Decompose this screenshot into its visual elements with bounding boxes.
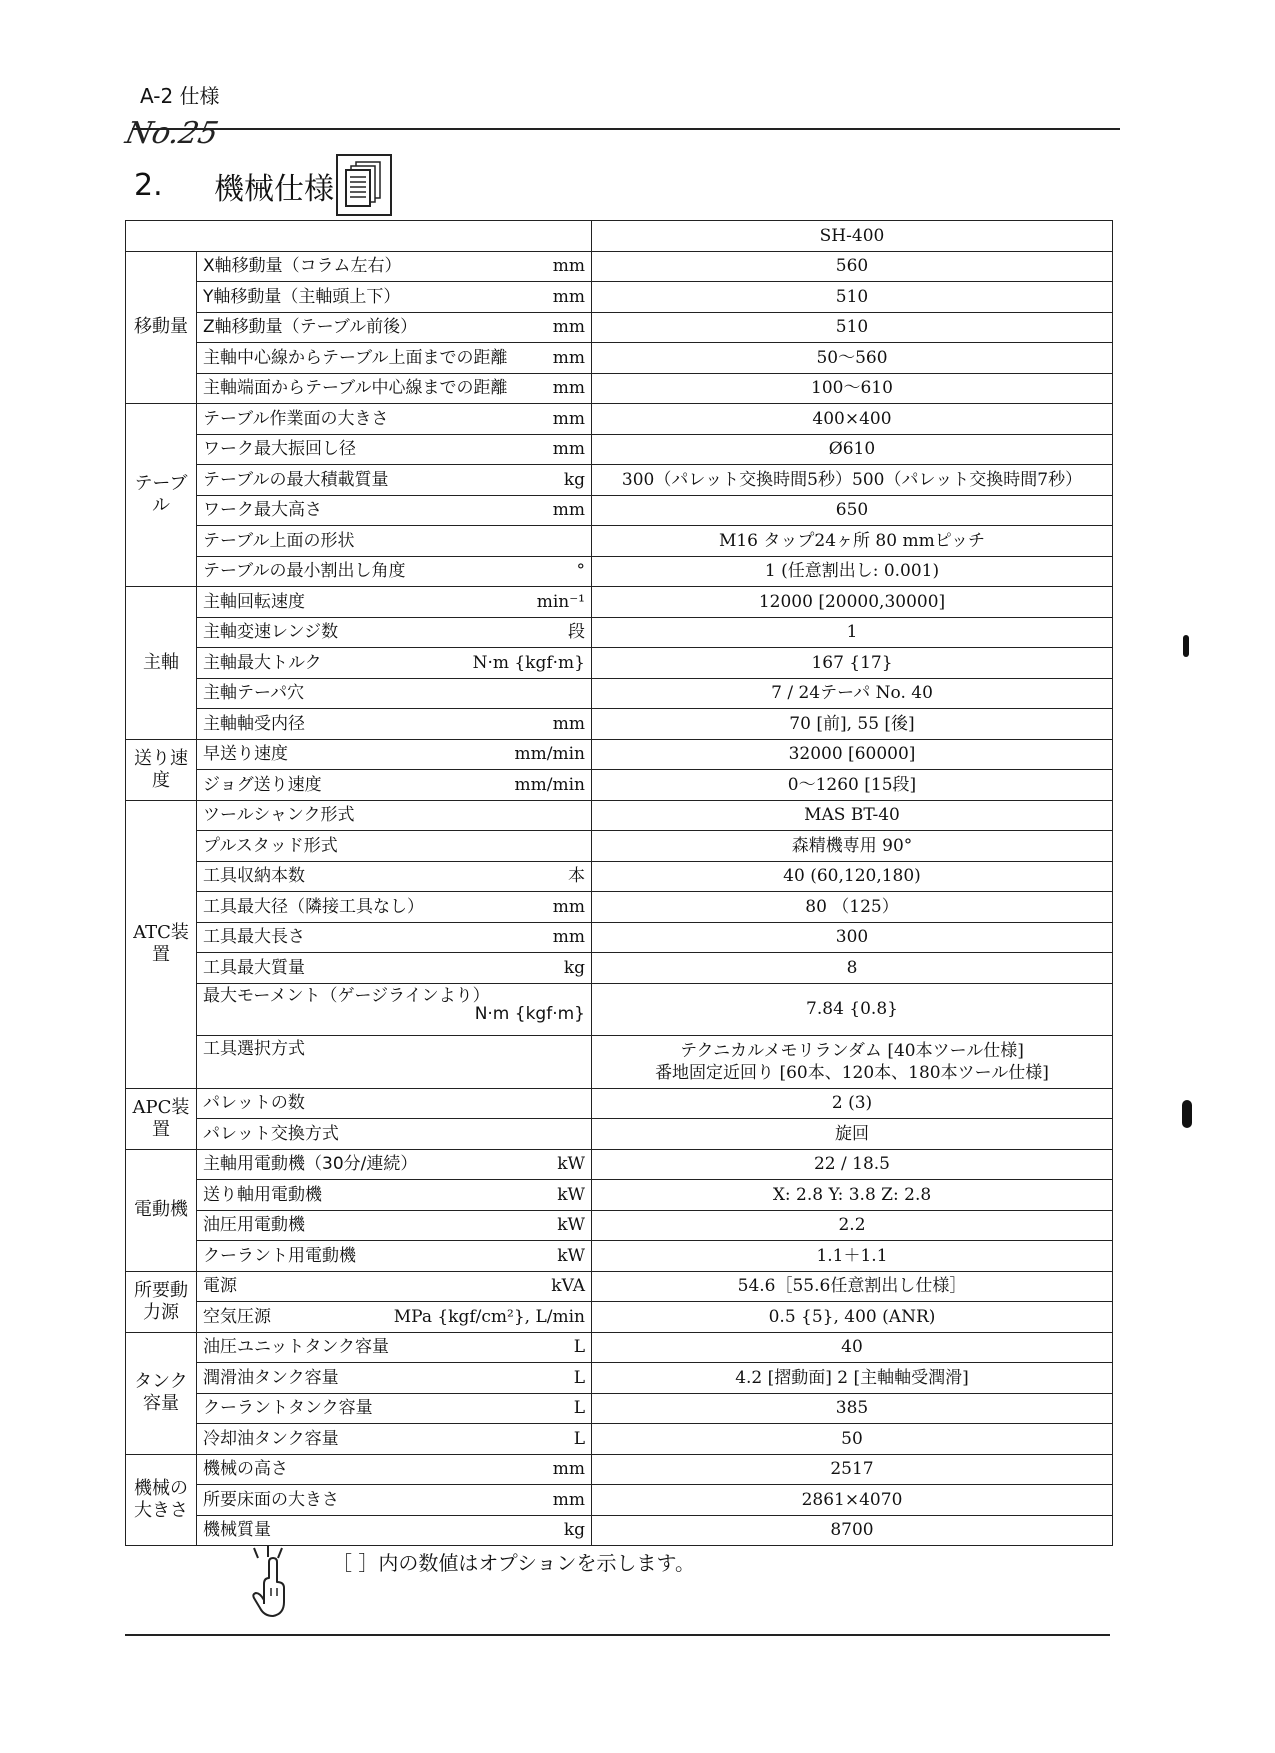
- value-cell: 8700: [592, 1515, 1113, 1546]
- item-cell: [197, 861, 592, 892]
- manual-pages-icon: [336, 154, 392, 216]
- value-cell: 650: [592, 495, 1113, 526]
- item-unit: 本: [568, 866, 585, 887]
- item-unit: kg: [563, 469, 585, 490]
- item-cell: [197, 465, 592, 496]
- model-name: SH-400: [592, 221, 1113, 252]
- item-name: 主軸用電動機（30分/連続）: [203, 1154, 418, 1175]
- item-name: 早送り速度: [203, 744, 288, 765]
- spec-row: [126, 495, 1113, 526]
- item-name: 電源: [203, 1276, 237, 1297]
- spec-row: [126, 1119, 1113, 1150]
- value-cell: 1.1＋1.1: [592, 1241, 1113, 1272]
- value-line: テクニカルメモリランダム [40本ツール仕様]: [680, 1040, 1024, 1061]
- item-cell: [197, 1180, 592, 1211]
- item-name: 機械の高さ: [203, 1459, 288, 1480]
- value-cell: 7.84 {0.8}: [592, 983, 1113, 1035]
- value-line: 番地固定近回り [60本、120本、180本ツール仕様]: [655, 1062, 1049, 1083]
- item-cell: [197, 343, 592, 374]
- item-cell: [197, 1119, 592, 1150]
- item-unit: N·m {kgf·m}: [472, 652, 585, 673]
- value-cell: 54.6［55.6任意割出し仕様］: [592, 1271, 1113, 1302]
- spec-row: [126, 922, 1113, 953]
- value-cell: 50～560: [592, 343, 1113, 374]
- section-number: 2.: [134, 168, 163, 203]
- item-cell: [197, 495, 592, 526]
- header-row: [126, 221, 1113, 252]
- item-unit: L: [573, 1337, 585, 1358]
- handwritten-note: No.25: [122, 116, 222, 151]
- item-name: クーラント用電動機: [203, 1245, 356, 1266]
- spec-row: [126, 892, 1113, 923]
- value-cell: 森精機専用 90°: [592, 831, 1113, 862]
- value-cell: 1 (任意割出し: 0.001): [592, 556, 1113, 587]
- spec-row: [126, 953, 1113, 984]
- item-cell: [197, 1210, 592, 1241]
- item-name: 油圧ユニットタンク容量: [203, 1337, 389, 1358]
- spec-row: [126, 434, 1113, 465]
- spec-row: [126, 1035, 1113, 1088]
- value-cell: 8: [592, 953, 1113, 984]
- item-cell: [197, 1393, 592, 1424]
- value-cell: Ø610: [592, 434, 1113, 465]
- value-cell: 2517: [592, 1454, 1113, 1485]
- item-name: テーブルの最小割出し角度: [203, 561, 406, 582]
- item-name: 油圧用電動機: [203, 1215, 305, 1236]
- item-cell: [197, 709, 592, 740]
- spec-row: [126, 373, 1113, 404]
- value-cell: 50: [592, 1424, 1113, 1455]
- item-cell: [197, 983, 592, 1035]
- item-name: 工具選択方式: [203, 1038, 305, 1059]
- item-unit: L: [573, 1398, 585, 1419]
- category-cell: 移動量: [126, 251, 197, 404]
- item-name: 主軸変速レンジ数: [203, 622, 339, 643]
- spec-row: [126, 312, 1113, 343]
- item-unit: kg: [563, 1520, 585, 1541]
- item-cell: [197, 1271, 592, 1302]
- item-unit: L: [573, 1367, 585, 1388]
- item-cell: [197, 1241, 592, 1272]
- item-unit: mm: [552, 713, 585, 734]
- value-cell: MAS BT-40: [592, 800, 1113, 831]
- item-cell: [197, 1515, 592, 1546]
- item-name: 主軸テーパ穴: [203, 683, 305, 704]
- category-cell: 電動機: [126, 1149, 197, 1271]
- item-cell: [197, 373, 592, 404]
- spec-row: [126, 251, 1113, 282]
- spec-row: [126, 1485, 1113, 1516]
- header-blank-cell: [126, 221, 592, 252]
- item-cell: [197, 770, 592, 801]
- item-name: プルスタッド形式: [203, 835, 338, 856]
- item-cell: [197, 1088, 592, 1119]
- item-name: テーブル作業面の大きさ: [203, 408, 389, 429]
- spec-row: [126, 1454, 1113, 1485]
- spec-row: [126, 1241, 1113, 1272]
- item-unit: mm/min: [514, 774, 585, 795]
- item-cell: [197, 953, 592, 984]
- spec-row: [126, 404, 1113, 435]
- value-cell: 385: [592, 1393, 1113, 1424]
- item-unit: mm: [552, 927, 585, 948]
- spec-row: [126, 343, 1113, 374]
- item-cell: [197, 800, 592, 831]
- footer-divider: [125, 1634, 1110, 1636]
- item-cell: [197, 1424, 592, 1455]
- item-cell: [197, 434, 592, 465]
- spec-row: [126, 1302, 1113, 1333]
- item-name: 主軸中心線からテーブル上面までの距離: [203, 347, 508, 368]
- item-name: Z軸移動量（テーブル前後）: [203, 317, 418, 338]
- value-cell: X: 2.8 Y: 3.8 Z: 2.8: [592, 1180, 1113, 1211]
- item-cell: [197, 617, 592, 648]
- item-cell: [197, 1302, 592, 1333]
- value-cell: 300（パレット交換時間5秒）500（パレット交換時間7秒）: [592, 465, 1113, 496]
- value-cell: 70 [前], 55 [後]: [592, 709, 1113, 740]
- item-cell: [197, 922, 592, 953]
- spec-row: [126, 1149, 1113, 1180]
- item-unit: mm: [552, 378, 585, 399]
- item-name: 工具最大径（隣接工具なし）: [203, 896, 424, 917]
- spec-row: [126, 1332, 1113, 1363]
- item-unit: mm/min: [514, 744, 585, 765]
- item-unit: kW: [557, 1215, 585, 1236]
- item-unit: mm: [552, 317, 585, 338]
- item-name: 工具最大長さ: [203, 927, 305, 948]
- spec-row: [126, 831, 1113, 862]
- value-cell: 旋回: [592, 1119, 1113, 1150]
- value-cell: 0～1260 [15段]: [592, 770, 1113, 801]
- spec-table: [125, 220, 1113, 1546]
- item-name: 所要床面の大きさ: [203, 1489, 339, 1510]
- item-name: ジョグ送り速度: [203, 774, 322, 795]
- spec-row: [126, 1424, 1113, 1455]
- category-cell: テーブル: [126, 404, 197, 587]
- item-name: パレットの数: [203, 1093, 305, 1114]
- item-unit: min⁻¹: [536, 591, 585, 612]
- value-cell: 40: [592, 1332, 1113, 1363]
- spec-row: [126, 800, 1113, 831]
- item-name: クーラントタンク容量: [203, 1398, 373, 1419]
- spec-row: [126, 1393, 1113, 1424]
- spec-row: [126, 282, 1113, 313]
- item-cell: [197, 892, 592, 923]
- spec-row: [126, 1088, 1113, 1119]
- item-unit: L: [573, 1428, 585, 1449]
- item-unit: kW: [557, 1245, 585, 1266]
- item-name: ワーク最大振回し径: [203, 439, 356, 460]
- item-unit: kW: [557, 1154, 585, 1175]
- item-cell: [197, 312, 592, 343]
- options-note: ［ ］内の数値はオプションを示します。: [332, 1551, 695, 1575]
- item-unit: N·m {kgf·m}: [474, 1003, 585, 1024]
- item-name: パレット交換方式: [203, 1123, 339, 1144]
- item-cell: [197, 831, 592, 862]
- item-unit: kg: [563, 957, 585, 978]
- item-cell: [197, 282, 592, 313]
- item-name: 主軸最大トルク: [203, 652, 322, 673]
- category-cell: タンク容量: [126, 1332, 197, 1454]
- item-name: 空気圧源: [203, 1306, 271, 1327]
- item-cell: [197, 251, 592, 282]
- item-name: 冷却油タンク容量: [203, 1428, 339, 1449]
- spec-row: [126, 983, 1113, 1035]
- category-cell: 所要動力源: [126, 1271, 197, 1332]
- item-cell: [197, 678, 592, 709]
- item-name: ワーク最大高さ: [203, 500, 322, 521]
- item-name: 主軸端面からテーブル中心線までの距離: [203, 378, 508, 399]
- value-cell: 22 / 18.5: [592, 1149, 1113, 1180]
- value-cell: 100～610: [592, 373, 1113, 404]
- item-unit: mm: [552, 256, 585, 277]
- value-cell: 560: [592, 251, 1113, 282]
- value-cell: 0.5 {5}, 400 (ANR): [592, 1302, 1113, 1333]
- item-unit: MPa {kgf/cm²}, L/min: [393, 1306, 585, 1327]
- item-unit: mm: [552, 896, 585, 917]
- value-cell: 2861×4070: [592, 1485, 1113, 1516]
- item-unit: mm: [552, 408, 585, 429]
- value-cell: 12000 [20000,30000]: [592, 587, 1113, 618]
- item-name: 潤滑油タンク容量: [203, 1367, 339, 1388]
- item-cell: [197, 1035, 592, 1088]
- item-name: 主軸回転速度: [203, 591, 305, 612]
- category-cell: 送り速度: [126, 739, 197, 800]
- value-cell: 4.2 [摺動面] 2 [主軸軸受潤滑]: [592, 1363, 1113, 1394]
- spec-row: [126, 1271, 1113, 1302]
- spec-row: [126, 1180, 1113, 1211]
- spec-row: [126, 1210, 1113, 1241]
- value-cell: 300: [592, 922, 1113, 953]
- header-label: A-2 仕様: [140, 84, 220, 108]
- value-cell: 400×400: [592, 404, 1113, 435]
- spec-row: [126, 526, 1113, 557]
- item-cell: [197, 587, 592, 618]
- spec-row: [126, 861, 1113, 892]
- item-name: 工具最大質量: [203, 957, 305, 978]
- scan-mark: [1182, 1100, 1192, 1128]
- header-divider: [132, 128, 1120, 130]
- item-name: 工具収納本数: [203, 866, 305, 887]
- category-cell: 主軸: [126, 587, 197, 740]
- value-cell: 80 （125）: [592, 892, 1113, 923]
- spec-row: [126, 617, 1113, 648]
- item-name: Y軸移動量（主軸頭上下）: [203, 286, 401, 307]
- item-unit: 段: [568, 622, 585, 643]
- value-cell: 2.2: [592, 1210, 1113, 1241]
- value-cell: 510: [592, 312, 1113, 343]
- item-name: 送り軸用電動機: [203, 1184, 322, 1205]
- value-cell: 510: [592, 282, 1113, 313]
- spec-row: [126, 770, 1113, 801]
- item-cell: [197, 739, 592, 770]
- spec-row: [126, 648, 1113, 679]
- scan-mark: [1183, 635, 1189, 657]
- value-cell: 40 (60,120,180): [592, 861, 1113, 892]
- spec-row: [126, 587, 1113, 618]
- value-cell: [592, 1035, 1113, 1088]
- spec-row: [126, 678, 1113, 709]
- item-unit: mm: [552, 1489, 585, 1510]
- item-cell: [197, 404, 592, 435]
- spec-row: [126, 465, 1113, 496]
- value-cell: M16 タップ24ヶ所 80 mmピッチ: [592, 526, 1113, 557]
- item-cell: [197, 526, 592, 557]
- item-unit: mm: [552, 439, 585, 460]
- item-cell: [197, 1332, 592, 1363]
- spec-row: [126, 556, 1113, 587]
- section-title: 機械仕様: [214, 172, 334, 207]
- item-name: X軸移動量（コラム左右）: [203, 256, 402, 277]
- item-unit: mm: [552, 1459, 585, 1480]
- value-cell: 1: [592, 617, 1113, 648]
- item-name: 最大モーメント（ゲージラインより）: [203, 985, 490, 1006]
- value-cell: 167 {17}: [592, 648, 1113, 679]
- item-name: 主軸軸受内径: [203, 713, 305, 734]
- category-cell: APC装置: [126, 1088, 197, 1149]
- value-cell: 2 (3): [592, 1088, 1113, 1119]
- item-cell: [197, 1485, 592, 1516]
- item-name: 機械質量: [203, 1520, 271, 1541]
- item-cell: [197, 1454, 592, 1485]
- item-cell: [197, 1363, 592, 1394]
- spec-row: [126, 1515, 1113, 1546]
- spec-row: [126, 709, 1113, 740]
- pointing-hand-icon: [246, 1544, 296, 1624]
- item-name: テーブル上面の形状: [203, 530, 355, 551]
- item-unit: mm: [552, 347, 585, 368]
- item-unit: mm: [552, 286, 585, 307]
- category-cell: ATC装置: [126, 800, 197, 1088]
- value-cell: 7 / 24テーパ No. 40: [592, 678, 1113, 709]
- spec-row: [126, 739, 1113, 770]
- item-cell: [197, 556, 592, 587]
- value-cell: 32000 [60000]: [592, 739, 1113, 770]
- spec-row: [126, 1363, 1113, 1394]
- item-name: ツールシャンク形式: [203, 805, 355, 826]
- item-unit: kVA: [551, 1276, 585, 1297]
- item-unit: kW: [557, 1184, 585, 1205]
- item-unit: °: [576, 561, 585, 582]
- item-cell: [197, 648, 592, 679]
- category-cell: 機械の大きさ: [126, 1454, 197, 1546]
- item-cell: [197, 1149, 592, 1180]
- item-name: テーブルの最大積載質量: [203, 469, 389, 490]
- item-unit: mm: [552, 500, 585, 521]
